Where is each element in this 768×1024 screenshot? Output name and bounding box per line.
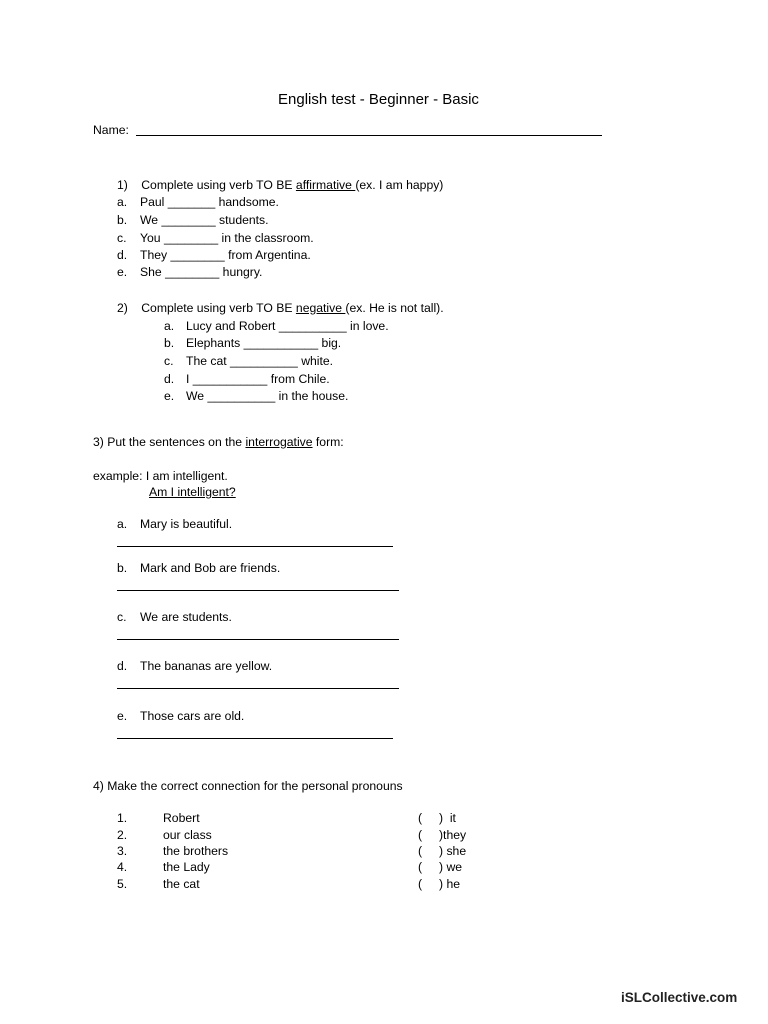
section2-item-a (164, 320, 389, 332)
section1-item-e (117, 266, 262, 278)
section2-number: 2) (117, 301, 128, 315)
item-text: I ___________ from Chile. (186, 372, 330, 386)
section1-keyword: affirmative (295, 178, 356, 192)
row-number: 5. (117, 877, 128, 891)
pronoun-row-2 (117, 829, 477, 843)
section3-prefix: 3) Put the sentences on the (93, 435, 246, 449)
row-text: our class (163, 828, 212, 842)
row-answer: ) it (439, 811, 456, 825)
item-text: We are students. (140, 610, 232, 624)
item-text: Elephants ___________ big. (186, 336, 342, 350)
item-text: Lucy and Robert __________ in love. (186, 319, 389, 333)
section4-heading: 4) Make the correct connection for the personal pronouns (93, 779, 403, 793)
item-text: Mary is beautiful. (140, 517, 233, 531)
section2-suffix: (ex. He is not tall). (345, 301, 444, 315)
item-text: You ________ in the classroom. (140, 231, 314, 245)
row-text: Robert (163, 811, 200, 825)
row-answer: ) we (439, 860, 463, 874)
section2-heading (117, 302, 444, 314)
section3-item-b (117, 562, 280, 574)
row-bracket[interactable]: ( (418, 844, 423, 858)
item-letter: d. (117, 248, 128, 262)
section1-item-d (117, 249, 311, 261)
example-answer: Am I intelligent? (149, 485, 236, 499)
pronoun-row-5 (117, 878, 477, 892)
row-bracket[interactable]: ( (418, 877, 423, 891)
row-answer: )they (439, 828, 467, 842)
section2-item-c (164, 355, 333, 367)
section3-suffix: form: (312, 435, 344, 449)
section1-heading (117, 179, 443, 191)
item-text: Mark and Bob are friends. (140, 561, 281, 575)
section3-heading (93, 436, 344, 448)
item-letter: e. (117, 265, 128, 279)
row-bracket[interactable]: ( (418, 860, 423, 874)
row-answer: ) he (439, 877, 461, 891)
section1-number: 1) (117, 178, 128, 192)
item-text: We __________ in the house. (186, 389, 349, 403)
name-field-line[interactable] (136, 135, 602, 136)
item-letter: b. (117, 561, 128, 575)
section2-item-b (164, 337, 341, 349)
item-letter: e. (164, 389, 175, 403)
example-label: example: I am intelligent. (93, 469, 228, 483)
item-letter: e. (117, 709, 128, 723)
item-text: They ________ from Argentina. (140, 248, 311, 262)
item-letter: c. (164, 354, 174, 368)
item-letter: c. (117, 610, 127, 624)
item-text: Paul _______ handsome. (140, 195, 279, 209)
row-text: the Lady (163, 860, 210, 874)
watermark: iSLCollective.com (621, 990, 738, 1005)
item-text: The bananas are yellow. (140, 659, 273, 673)
name-label: Name: (93, 123, 129, 137)
section1-prefix: Complete using verb TO BE (141, 178, 296, 192)
section1-suffix: (ex. I am happy) (355, 178, 444, 192)
pronoun-row-3 (117, 845, 477, 859)
answer-line-a[interactable] (117, 546, 393, 547)
item-letter: a. (117, 195, 128, 209)
section3-item-a (117, 518, 232, 530)
pronoun-row-4 (117, 861, 477, 875)
row-number: 1. (117, 811, 128, 825)
section3-item-e (117, 710, 244, 722)
item-text: She ________ hungry. (140, 265, 263, 279)
row-number: 4. (117, 860, 128, 874)
section1-item-b (117, 214, 269, 226)
item-letter: d. (117, 659, 128, 673)
item-letter: d. (164, 372, 175, 386)
item-text: The cat __________ white. (186, 354, 334, 368)
answer-line-d[interactable] (117, 688, 399, 689)
row-text: the brothers (163, 844, 229, 858)
row-number: 3. (117, 844, 128, 858)
section3-item-d (117, 660, 272, 672)
section2-prefix: Complete using verb TO BE (141, 301, 296, 315)
page-title: English test - Beginner - Basic (278, 91, 479, 108)
answer-line-b[interactable] (117, 590, 399, 591)
item-letter: a. (164, 319, 175, 333)
item-letter: b. (164, 336, 175, 350)
row-number: 2. (117, 828, 128, 842)
section2-item-e (164, 390, 348, 402)
row-text: the cat (163, 877, 200, 891)
answer-line-c[interactable] (117, 639, 399, 640)
answer-line-e[interactable] (117, 738, 393, 739)
section1-item-c (117, 232, 314, 244)
section2-item-d (164, 373, 330, 385)
pronoun-row-1 (117, 812, 477, 826)
item-text: Those cars are old. (140, 709, 245, 723)
item-letter: b. (117, 213, 128, 227)
row-bracket[interactable]: ( (418, 811, 423, 825)
section2-keyword: negative (295, 301, 346, 315)
item-letter: c. (117, 231, 127, 245)
row-bracket[interactable]: ( (418, 828, 423, 842)
item-text: We ________ students. (140, 213, 269, 227)
section1-item-a (117, 196, 279, 208)
item-letter: a. (117, 517, 128, 531)
section3-keyword: interrogative (245, 435, 313, 449)
section3-item-c (117, 611, 232, 623)
row-answer: ) she (439, 844, 467, 858)
